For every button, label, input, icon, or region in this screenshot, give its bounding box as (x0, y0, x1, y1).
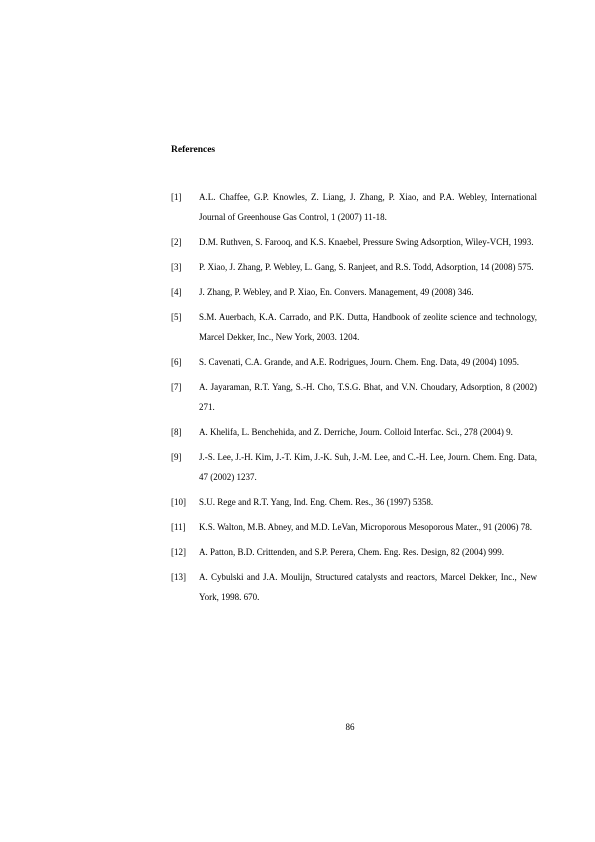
reference-text: A. Cybulski and J.A. Moulijn, Structured catalysts and reactors, Marcel Dekker, Inc., New York, 1998. 670. (199, 572, 537, 602)
reference-item (171, 257, 537, 277)
page-number: 86 (345, 722, 355, 732)
reference-text: A. Khelifa, L. Benchehida, and Z. Derriche, Journ. Colloid Interfac. Sci., 278 (2004) 9. (199, 427, 513, 437)
reference-number: [3] (171, 262, 182, 272)
reference-item (171, 232, 537, 252)
reference-item (171, 187, 537, 227)
reference-number: [13] (171, 572, 186, 582)
reference-number: [11] (171, 522, 186, 532)
reference-number: [1] (171, 192, 182, 202)
reference-item (171, 422, 537, 442)
reference-item (171, 352, 537, 372)
reference-text: K.S. Walton, M.B. Abney, and M.D. LeVan, Microporous Mesoporous Mater., 91 (2006) 78. (199, 522, 532, 532)
reference-text: A. Patton, B.D. Crittenden, and S.P. Perera, Chem. Eng. Res. Design, 82 (2004) 999. (199, 547, 504, 557)
reference-text: S. Cavenati, C.A. Grande, and A.E. Rodrigues, Journ. Chem. Eng. Data, 49 (2004) 1095. (199, 357, 519, 367)
reference-number: [12] (171, 547, 186, 557)
reference-item (171, 282, 537, 302)
reference-text: J. Zhang, P. Webley, and P. Xiao, En. Convers. Management, 49 (2008) 346. (199, 287, 474, 297)
reference-list (171, 187, 537, 612)
reference-item (171, 307, 537, 347)
reference-text: D.M. Ruthven, S. Farooq, and K.S. Knaebel, Pressure Swing Adsorption, Wiley-VCH, 1993. (199, 237, 534, 247)
reference-item (171, 567, 537, 607)
reference-item (171, 517, 537, 537)
reference-item (171, 542, 537, 562)
reference-text: A. Jayaraman, R.T. Yang, S.-H. Cho, T.S.G. Bhat, and V.N. Choudary, Adsorption, 8 (2002) 271. (199, 382, 537, 412)
reference-text: P. Xiao, J. Zhang, P. Webley, L. Gang, S. Ranjeet, and R.S. Todd, Adsorption, 14 (2008) 575. (199, 262, 534, 272)
reference-text: S.U. Rege and R.T. Yang, Ind. Eng. Chem. Res., 36 (1997) 5358. (199, 497, 434, 507)
reference-text: S.M. Auerbach, K.A. Carrado, and P.K. Dutta, Handbook of zeolite science and technology, Marcel Dekker, Inc., New York, 2003. 1204. (199, 312, 537, 342)
reference-item (171, 492, 537, 512)
reference-number: [10] (171, 497, 186, 507)
reference-number: [2] (171, 237, 182, 247)
reference-number: [4] (171, 287, 182, 297)
reference-text: J.-S. Lee, J.-H. Kim, J.-T. Kim, J.-K. Suh, J.-M. Lee, and C.-H. Lee, Journ. Chem. Eng. Data, 47 (2002) 1237. (199, 452, 537, 482)
reference-number: [6] (171, 357, 182, 367)
reference-number: [7] (171, 382, 182, 392)
reference-item (171, 447, 537, 487)
reference-number: [5] (171, 312, 182, 322)
reference-number: [9] (171, 452, 182, 462)
reference-text: A.L. Chaffee, G.P. Knowles, Z. Liang, J. Zhang, P. Xiao, and P.A. Webley, International Journal of Greenhouse Gas Control, 1 (2007) 11-18. (199, 192, 537, 222)
reference-number: [8] (171, 427, 182, 437)
reference-item (171, 377, 537, 417)
section-heading: References (171, 145, 216, 155)
